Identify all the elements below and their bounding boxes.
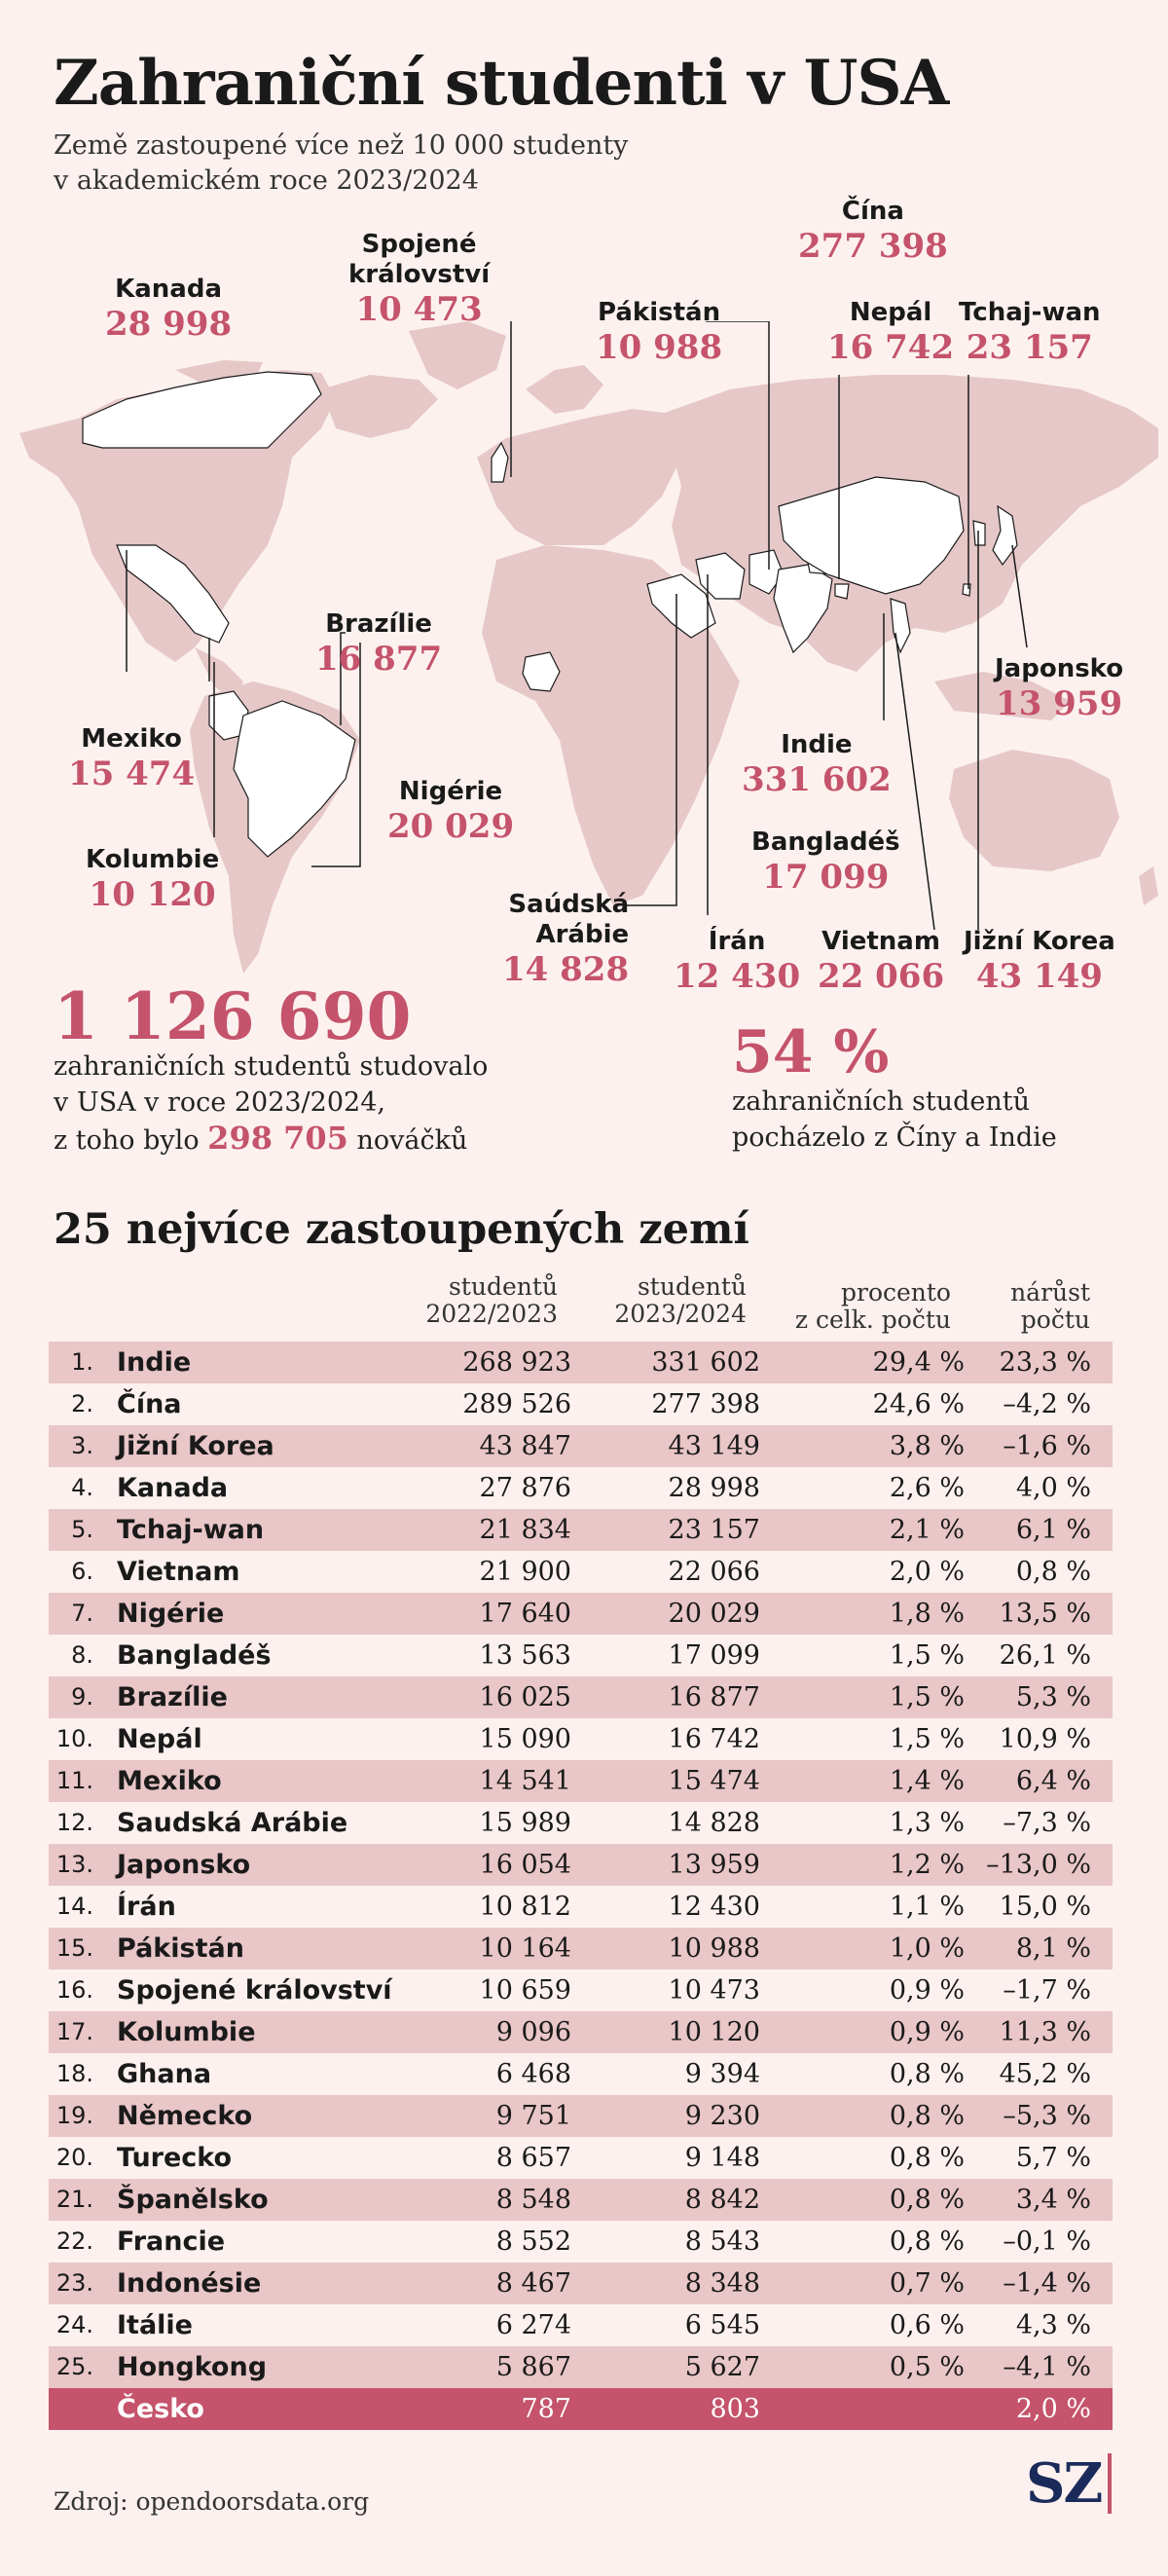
cell-country: Mexiko [117,1766,222,1796]
table-row [49,1844,1113,1886]
cell-country: Spojené království [117,1975,392,2006]
table-row-czech [49,2388,1113,2430]
cell-share: 1,3 % [889,1808,965,1838]
cell-growth: 4,0 % [1015,1473,1091,1503]
cell-value-2022: 5 867 [495,2352,571,2382]
cell-rank: 16. [55,1976,93,2004]
brand-logo: SZ [1026,2451,1102,2516]
col-header-2023: studentů 2023/2024 [614,1272,747,1328]
cell-value-2023: 8 543 [684,2226,760,2257]
label-mexiko: Mexiko 15 474 [68,724,196,793]
share-desc-line-2: pocházelo z Číny a Indie [732,1122,1057,1153]
cell-country: Japonsko [117,1850,251,1880]
table-row [49,1969,1113,2011]
cell-share: 1,5 % [889,1682,965,1712]
cell-rank: 1. [71,1348,93,1376]
cell-growth: –1,6 % [1003,1431,1091,1461]
cell-growth: –1,7 % [1003,1975,1091,2006]
cell-rank: 8. [71,1641,93,1669]
cell-country: Brazílie [117,1682,228,1712]
table-row [49,1593,1113,1635]
cell-value-2023: 8 842 [684,2185,760,2215]
cell-value-2022: 10 659 [479,1975,571,2006]
label-cina: Čína 277 398 [798,197,948,266]
cell-value-2022: 8 657 [495,2143,571,2173]
cell-growth: –13,0 % [986,1850,1091,1880]
cell-growth: 2,0 % [1015,2394,1091,2424]
cell-growth: –7,3 % [1003,1808,1091,1838]
cell-value-2023: 9 148 [684,2143,760,2173]
cell-share: 1,5 % [889,1724,965,1754]
table-row [49,2095,1113,2137]
table-row [49,2011,1113,2053]
cell-value-2023: 5 627 [684,2352,760,2382]
total-desc-line-1: zahraničních studentů studovalo [54,1051,489,1082]
cell-value-2022: 21 834 [479,1515,571,1545]
cell-share: 1,0 % [889,1933,965,1964]
cell-value-2023: 23 157 [668,1515,760,1545]
cell-rank: 14. [55,1893,93,1920]
cell-value-2022: 9 096 [495,2017,571,2047]
cell-growth: 45,2 % [999,2059,1091,2089]
freshmen-value: 298 705 [207,1120,348,1157]
cell-rank: 18. [55,2060,93,2087]
cell-growth: 0,8 % [1015,1557,1091,1587]
cell-value-2023: 43 149 [668,1431,760,1461]
cell-country: Írán [117,1892,176,1922]
col-header-share: procento z celk. počtu [794,1278,951,1334]
cell-value-2022: 17 640 [479,1599,571,1629]
table-row [49,1676,1113,1718]
table-row [49,2053,1113,2095]
cell-rank: 13. [55,1851,93,1878]
cell-country: Nepál [117,1724,202,1754]
freshmen-suffix: nováčků [356,1125,468,1156]
cell-value-2023: 16 742 [668,1724,760,1754]
cell-growth: 6,4 % [1015,1766,1091,1796]
cell-value-2023: 14 828 [668,1808,760,1838]
table-row [49,1886,1113,1928]
cell-country: Saudská Arábie [117,1808,348,1838]
cell-rank: 15. [55,1934,93,1962]
cell-value-2023: 15 474 [668,1766,760,1796]
cell-growth: –0,1 % [1003,2226,1091,2257]
cell-share: 0,8 % [889,2059,965,2089]
cell-value-2022: 43 847 [479,1431,571,1461]
label-banglades: Bangladéš 17 099 [751,828,900,897]
cell-growth: 5,7 % [1015,2143,1091,2173]
table-row [49,2179,1113,2221]
cell-share: 1,8 % [889,1599,965,1629]
cell-rank: 2. [71,1390,93,1417]
table-row [49,1760,1113,1802]
cell-country: Německo [117,2101,253,2131]
cell-country: Bangladéš [117,1640,272,1671]
label-kolumbie: Kolumbie 10 120 [86,845,220,914]
total-desc-line-2: v USA v roce 2023/2024, [54,1087,385,1118]
cell-value-2022: 27 876 [479,1473,571,1503]
label-nepal: Nepál 16 742 [827,298,955,367]
cell-value-2023: 12 430 [668,1892,760,1922]
cell-share: 1,1 % [889,1892,965,1922]
cell-rank: 24. [55,2311,93,2338]
col-header-growth: nárůst počtu [1010,1278,1090,1334]
cell-share: 2,0 % [889,1557,965,1587]
label-korea: Jižní Korea 43 149 [964,927,1115,996]
cell-value-2022: 268 923 [462,1347,571,1378]
cell-share: 0,6 % [889,2310,965,2340]
cell-share: 1,2 % [889,1850,965,1880]
cell-country: Nigérie [117,1599,225,1629]
cell-country: Jižní Korea [117,1431,274,1461]
table-row [49,1718,1113,1760]
cell-growth: 10,9 % [999,1724,1091,1754]
table-row [49,1551,1113,1593]
cell-rank: 7. [71,1600,93,1627]
subtitle-line-1: Země zastoupené více než 10 000 studenty [54,130,629,161]
freshmen-prefix: z toho bylo [54,1125,200,1156]
cell-share: 1,4 % [889,1766,965,1796]
cell-growth: 26,1 % [999,1640,1091,1671]
cell-rank: 22. [55,2227,93,2255]
cell-country: Turecko [117,2143,233,2173]
table-row [49,2304,1113,2346]
cell-value-2022: 8 552 [495,2226,571,2257]
cell-value-2023: 17 099 [668,1640,760,1671]
cell-value-2023: 803 [710,2394,760,2424]
cell-value-2023: 10 988 [668,1933,760,1964]
cell-rank: 25. [55,2353,93,2380]
cell-share: 0,5 % [889,2352,965,2382]
cell-share: 0,8 % [889,2226,965,2257]
cell-value-2022: 10 164 [479,1933,571,1964]
cell-value-2022: 6 468 [495,2059,571,2089]
korea-shape [973,521,985,545]
cell-value-2023: 277 398 [651,1389,760,1419]
cell-rank: 21. [55,2186,93,2213]
cell-value-2023: 10 120 [668,2017,760,2047]
taiwan-shape [963,584,970,596]
cell-value-2022: 289 526 [462,1389,571,1419]
cell-country: Francie [117,2226,226,2257]
table-row [49,1928,1113,1969]
cell-growth: –4,1 % [1003,2352,1091,2382]
cell-growth: 23,3 % [999,1347,1091,1378]
table-row [49,2263,1113,2304]
cell-value-2022: 16 025 [479,1682,571,1712]
cell-value-2023: 20 029 [668,1599,760,1629]
total-students: 1 126 690 [54,978,412,1054]
cell-value-2023: 10 473 [668,1975,760,2006]
cell-rank: 20. [55,2144,93,2171]
cell-value-2023: 28 998 [668,1473,760,1503]
cell-country: Tchaj-wan [117,1515,265,1545]
cell-share: 1,5 % [889,1640,965,1671]
table-row [49,1342,1113,1383]
table-row [49,2346,1113,2388]
table-title: 25 nejvíce zastoupených zemí [54,1205,749,1254]
cell-rank: 4. [71,1474,93,1501]
cell-growth: 11,3 % [999,2017,1091,2047]
data-table [49,1342,1113,2430]
cell-rank: 11. [55,1767,93,1794]
label-japonsko: Japonsko 13 959 [995,654,1124,723]
share-desc-line-1: zahraničních studentů [732,1086,1030,1117]
cell-country: Vietnam [117,1557,240,1587]
cell-growth: –4,2 % [1003,1389,1091,1419]
cell-growth: –1,4 % [1003,2268,1091,2299]
cell-value-2022: 8 548 [495,2185,571,2215]
bangladesh-shape [835,584,849,599]
cell-value-2023: 6 545 [684,2310,760,2340]
table-row [49,1467,1113,1509]
table-row [49,2137,1113,2179]
cell-country: Španělsko [117,2185,269,2215]
cell-value-2023: 13 959 [668,1850,760,1880]
share-percent: 54 % [732,1018,890,1086]
cell-country: Kolumbie [117,2017,256,2047]
cell-share: 0,7 % [889,2268,965,2299]
label-saudska: Saúdská Arábie 14 828 [502,890,630,989]
cell-value-2023: 16 877 [668,1682,760,1712]
cell-value-2022: 16 054 [479,1850,571,1880]
cell-value-2022: 21 900 [479,1557,571,1587]
cell-value-2022: 14 541 [479,1766,571,1796]
cell-country: Čína [117,1389,182,1419]
cell-growth: 13,5 % [999,1599,1091,1629]
col-header-2022: studentů 2022/2023 [425,1272,558,1328]
page-title: Zahraniční studenti v USA [54,47,949,120]
label-kanada: Kanada 28 998 [105,275,233,344]
table-row [49,1383,1113,1425]
cell-value-2023: 331 602 [651,1347,760,1378]
cell-country: Pákistán [117,1933,244,1964]
cell-value-2022: 8 467 [495,2268,571,2299]
cell-country: Ghana [117,2059,212,2089]
cell-country: Itálie [117,2310,193,2340]
cell-growth: 5,3 % [1015,1682,1091,1712]
label-brazilie: Brazílie 16 877 [315,609,443,679]
label-iran: Írán 12 430 [674,927,801,996]
cell-rank: 5. [71,1516,93,1543]
cell-country: Indie [117,1347,192,1378]
label-indie: Indie 331 602 [742,730,892,799]
cell-rank: 10. [55,1725,93,1752]
table-row [49,1425,1113,1467]
table-row [49,1509,1113,1551]
subtitle-line-2: v akademickém roce 2023/2024 [54,166,479,196]
cell-value-2022: 787 [521,2394,571,2424]
cell-share: 2,1 % [889,1515,965,1545]
cell-rank: 3. [71,1432,93,1459]
cell-value-2023: 22 066 [668,1557,760,1587]
freshmen-line [54,1120,467,1157]
cell-share: 29,4 % [872,1347,965,1378]
source-note: Zdroj: opendoorsdata.org [54,2487,370,2516]
label-vietnam: Vietnam 22 066 [818,927,945,996]
cell-share: 0,9 % [889,1975,965,2006]
cell-growth: –5,3 % [1003,2101,1091,2131]
cell-growth: 6,1 % [1015,1515,1091,1545]
cell-country: Indonésie [117,2268,262,2299]
cell-country: Kanada [117,1473,229,1503]
label-nigerie: Nigérie 20 029 [387,777,515,846]
table-row [49,2221,1113,2263]
cell-share: 24,6 % [872,1389,965,1419]
cell-country: Hongkong [117,2352,268,2382]
cell-growth: 3,4 % [1015,2185,1091,2215]
cell-value-2022: 9 751 [495,2101,571,2131]
cell-growth: 15,0 % [999,1892,1091,1922]
cell-rank: 17. [55,2018,93,2045]
cell-growth: 8,1 % [1015,1933,1091,1964]
cell-value-2022: 13 563 [479,1640,571,1671]
label-pakistan: Pákistán 10 988 [596,298,723,367]
cell-share: 0,8 % [889,2185,965,2215]
label-tchajwan: Tchaj-wan 23 157 [959,298,1101,367]
cell-value-2022: 15 989 [479,1808,571,1838]
cell-value-2023: 8 348 [684,2268,760,2299]
cell-rank: 9. [71,1683,93,1711]
cell-share: 2,6 % [889,1473,965,1503]
cell-rank: 12. [55,1809,93,1836]
cell-growth: 4,3 % [1015,2310,1091,2340]
cell-rank: 19. [55,2102,93,2129]
logo-accent-bar [1108,2453,1112,2514]
cell-value-2023: 9 394 [684,2059,760,2089]
cell-share: 0,8 % [889,2101,965,2131]
cell-value-2022: 10 812 [479,1892,571,1922]
cell-rank: 23. [55,2269,93,2297]
cell-value-2023: 9 230 [684,2101,760,2131]
cell-rank: 6. [71,1558,93,1585]
cell-share: 0,8 % [889,2143,965,2173]
table-row [49,1635,1113,1676]
table-row [49,1802,1113,1844]
cell-country: Česko [117,2394,204,2424]
cell-value-2022: 15 090 [479,1724,571,1754]
cell-share: 3,8 % [889,1431,965,1461]
cell-value-2022: 6 274 [495,2310,571,2340]
label-uk: Spojené království 10 473 [348,230,491,329]
cell-share: 0,9 % [889,2017,965,2047]
